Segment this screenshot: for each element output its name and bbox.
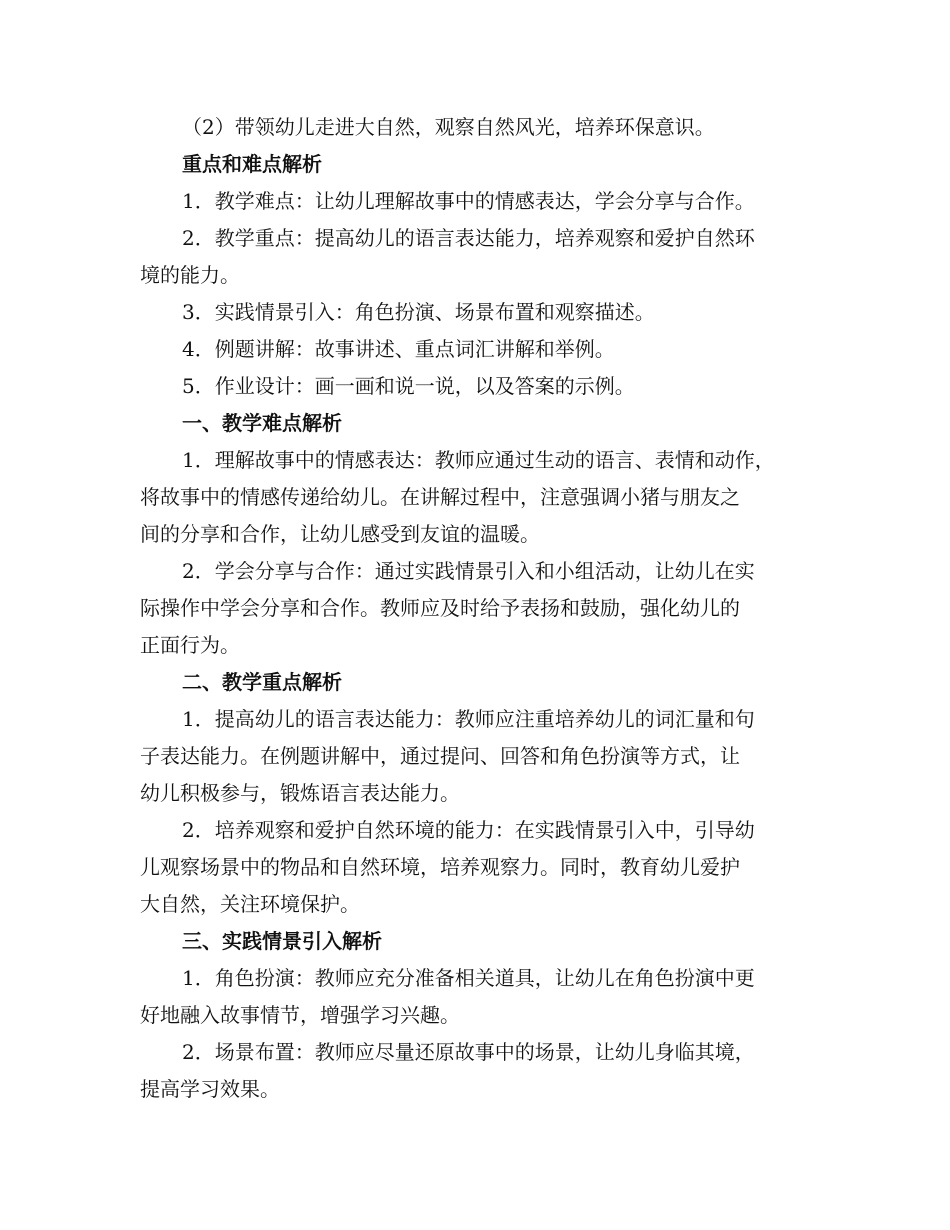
text-line: 大自然，关注环境保护。 [140,892,360,916]
text-line: 好地融入故事情节，增强学习兴趣。 [140,1003,460,1027]
text-line: 正面行为。 [140,633,240,657]
paragraph-list-item-5 [140,368,812,405]
paragraph-list-item-4 [140,331,812,368]
text-line: 将故事中的情感传递给幼儿。在讲解过程中，注意强调小猪与朋友之 [140,485,740,509]
heading-text: 三、实践情景引入解析 [182,929,382,953]
text-line: 2．学会分享与合作：通过实践情景引入和小组活动，让幼儿在实 [182,559,755,583]
text-line: 2．教学重点：提高幼儿的语言表达能力，培养观察和爱护自然环 [182,226,755,250]
text-line: 2．培养观察和爱护自然环境的能力：在实践情景引入中，引导幼 [182,818,755,842]
paragraph-difficult-1 [140,442,812,553]
paragraph-list-item-1 [140,183,812,220]
text-line: 1．提高幼儿的语言表达能力：教师应注重培养幼儿的词汇量和句 [182,707,755,731]
text-line: 幼儿积极参与，锻炼语言表达能力。 [140,781,460,805]
heading-text: 重点和难点解析 [182,152,322,176]
section-heading-difficult-points [140,405,812,442]
text-line: 1．教学难点：让幼儿理解故事中的情感表达，学会分享与合作。 [182,189,755,213]
heading-text: 二、教学重点解析 [182,670,342,694]
heading-text: 一、教学难点解析 [182,411,342,435]
text-line: 1．角色扮演：教师应充分准备相关道具，让幼儿在角色扮演中更 [182,966,755,990]
text-line: 提高学习效果。 [140,1077,280,1101]
section-heading-key-and-difficult-points [140,146,812,183]
paragraph-difficult-2 [140,553,812,664]
section-heading-key-points [140,664,812,701]
text-line: 境的能力。 [140,263,240,287]
text-line: 2．场景布置：教师应尽量还原故事中的场景，让幼儿身临其境， [182,1040,755,1064]
paragraph-key-1 [140,701,812,812]
text-line: （2）带领幼儿走进大自然，观察自然风光，培养环保意识。 [182,115,715,139]
paragraph-list-item-3 [140,294,812,331]
paragraph-practice-2 [140,1034,812,1108]
text-line: 子表达能力。在例题讲解中，通过提问、回答和角色扮演等方式，让 [140,744,740,768]
paragraph-list-item-2 [140,220,812,294]
section-heading-practice-scenario [140,923,812,960]
text-line: 间的分享和合作，让幼儿感受到友谊的温暖。 [140,522,540,546]
text-line: 3．实践情景引入：角色扮演、场景布置和观察描述。 [182,300,655,324]
document-body [140,109,812,1108]
text-line: 5．作业设计：画一画和说一说，以及答案的示例。 [182,374,635,398]
text-line: 儿观察场景中的物品和自然环境，培养观察力。同时，教育幼儿爱护 [140,855,740,879]
text-line: 4．例题讲解：故事讲述、重点词汇讲解和举例。 [182,337,615,361]
paragraph-key-2 [140,812,812,923]
text-line: 际操作中学会分享和合作。教师应及时给予表扬和鼓励，强化幼儿的 [140,596,740,620]
paragraph-practice-1 [140,960,812,1034]
paragraph-goal-2 [140,109,812,146]
text-line: 1．理解故事中的情感表达：教师应通过生动的语言、表情和动作， [182,448,775,472]
